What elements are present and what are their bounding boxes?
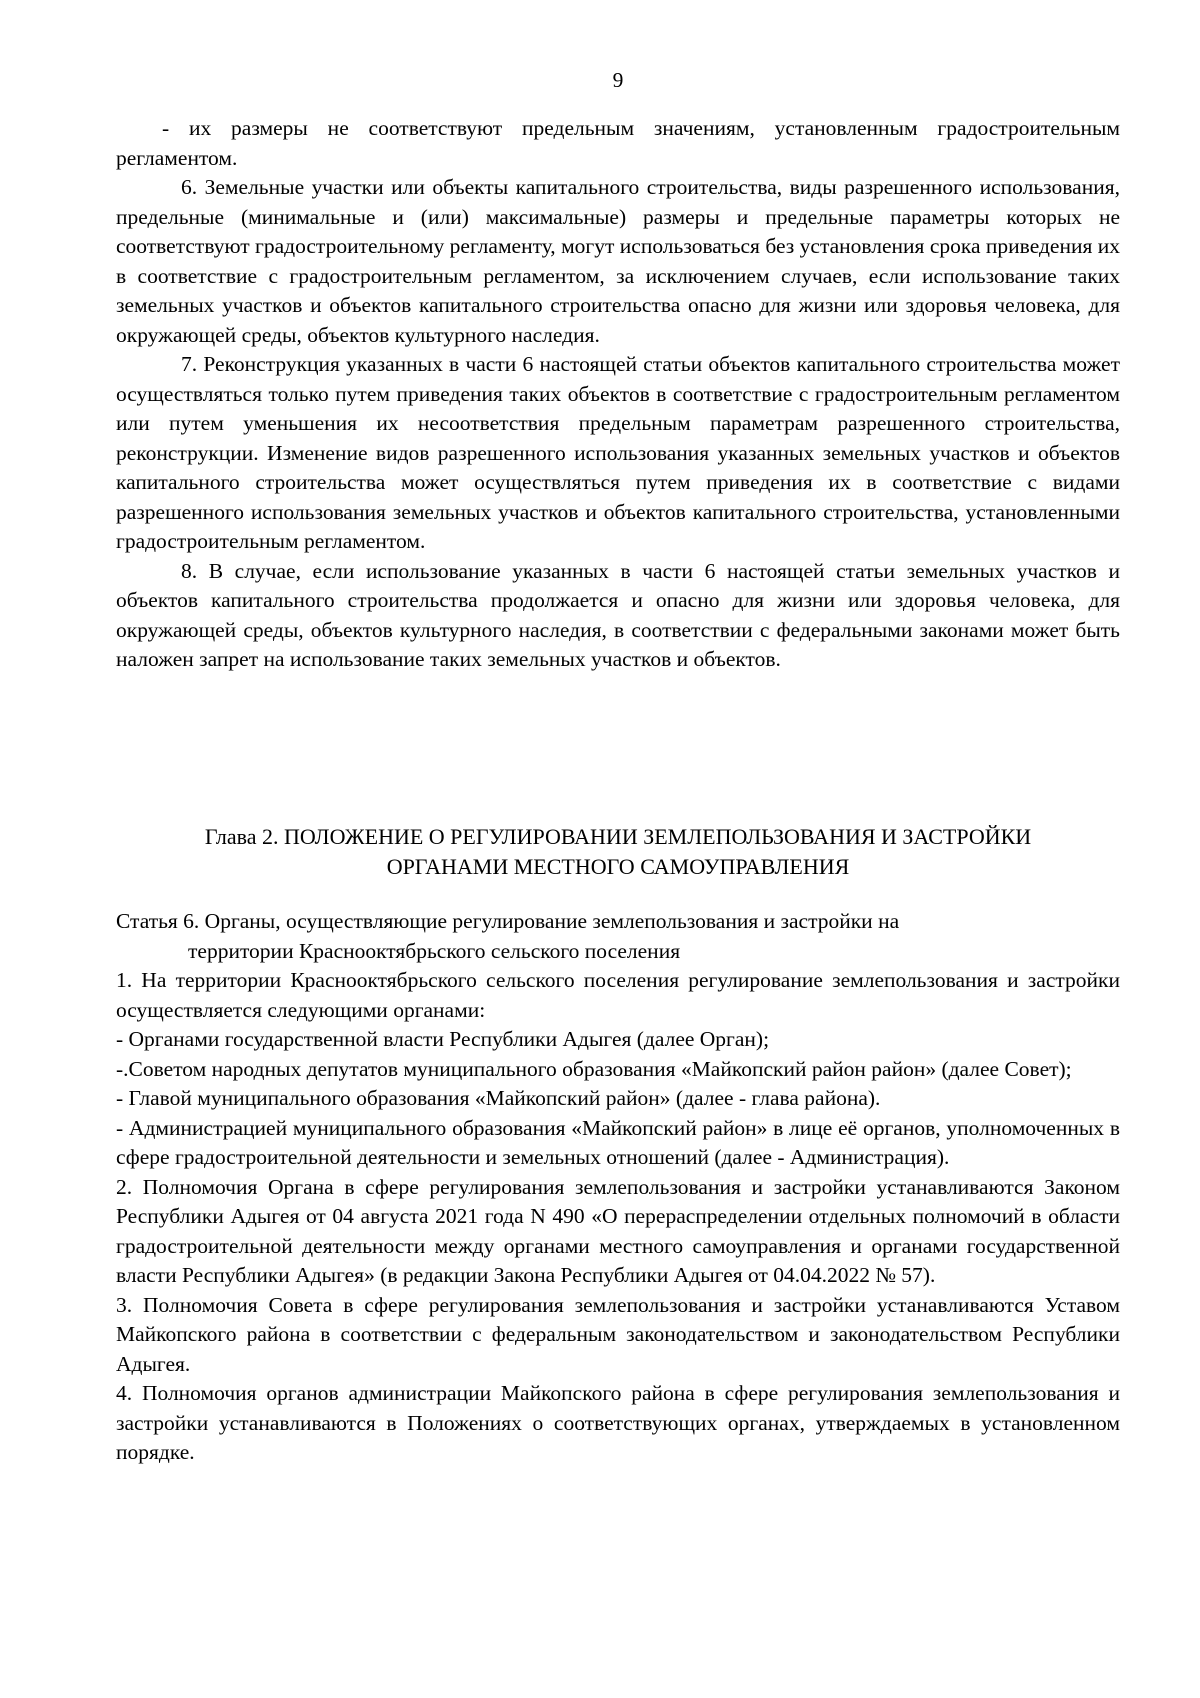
paragraph-item-dash: - их размеры не соответствуют предельным значениям, установленным градостроительным регламентом.	[116, 116, 1120, 170]
article-item-3: 3. Полномочия Совета в сфере регулирования землепользования и застройки устанавливаются Уставом Майкопского района в соответствии с федеральным законодательством и законодательством Республики Адыгея.	[116, 1292, 1120, 1376]
page-number: 9	[612, 68, 624, 92]
article-item-4: 4. Полномочия органов администрации Майкопского района в сфере регулирования землепользования и застройки устанавливаются в Положениях о соответствующих органах, утверждаемых в установленном порядке.	[116, 1381, 1120, 1464]
article-section	[116, 907, 1120, 1468]
article-item-1: 1. На территории Краснооктябрьского сельского поселения регулирование землепользования и застройки осуществляется следующими органами:	[116, 968, 1120, 1022]
paragraph-item-6: 6. Земельные участки или объекты капитального строительства, виды разрешенного использования, предельные (минимальные и (или) максимальные) размеры и предельные параметры которых не соответствуют градостроительному регламенту, могут использоваться без установления срока приведения их в соответствие с градостроительным регламентом, за исключением случаев, если использование таких земельных участков и объектов капитального строительства опасно для жизни или здоровья человека, для окружающей среды, объектов культурного наследия.	[116, 175, 1120, 347]
paragraph-item-7: 7. Реконструкция указанных в части 6 настоящей статьи объектов капитального строительства может осуществляться только путем приведения таких объектов в соответствие с градостроительным регламентом или путем уменьшения их несоответствия предельным параметрам разрешенного строительства, реконструкции. Изменение видов разрешенного использования указанных земельных участков и объектов капитального строительства может осуществляться путем приведения их в соответствие с видами разрешенного использования земельных участков и объектов капитального строительства, установленными градостроительным регламентом.	[116, 352, 1120, 553]
article-item-glava: - Главой муниципального образования «Майкопский район» (далее - глава района).	[116, 1086, 881, 1110]
chapter-heading-line-1: Глава 2. ПОЛОЖЕНИЕ О РЕГУЛИРОВАНИИ ЗЕМЛЕПОЛЬЗОВАНИЯ И ЗАСТРОЙКИ	[204, 824, 1032, 849]
article-item-organ: - Органами государственной власти Республики Адыгея (далее Орган);	[116, 1027, 770, 1051]
chapter-heading-line-2: ОРГАНАМИ МЕСТНОГО САМОУПРАВЛЕНИЯ	[386, 854, 850, 879]
paragraph-item-8: 8. В случае, если использование указанных в части 6 настоящей статьи земельных участков и объектов капитального строительства продолжается и опасно для жизни или здоровья человека, для окружающей среды, объектов культурного наследия, в соответствии с федеральными законами может быть наложен запрет на использование таких земельных участков и объектов.	[116, 558, 1120, 671]
chapter-heading	[116, 822, 1120, 882]
article-title-line-2: территории Краснооктябрьского сельского поселения	[188, 938, 681, 963]
article-item-sovet: -.Советом народных депутатов муниципального образования «Майкопский район район» (далее Совет);	[116, 1056, 1072, 1081]
article-item-administration: - Администрацией муниципального образования «Майкопский район» в лице её органов, уполномоченных в сфере градостроительной деятельности и земельных отношений (далее - Администрация).	[116, 1115, 1120, 1169]
article-title-line-1: Статья 6. Органы, осуществляющие регулирование землепользования и застройки на	[116, 909, 900, 933]
top-section	[116, 114, 1120, 675]
article-item-2: 2. Полномочия Органа в сфере регулирования землепользования и застройки устанавливаются Законом Республики Адыгея от 04 августа 2021 года N 490 «О перераспределении отдельных полномочий в области градостроительной деятельности между органами местного самоуправления и органами государственной власти Республики Адыгея» (в редакции Закона Республики Адыгея от 04.04.2022 № 57).	[116, 1174, 1120, 1287]
article-title	[116, 907, 1120, 966]
